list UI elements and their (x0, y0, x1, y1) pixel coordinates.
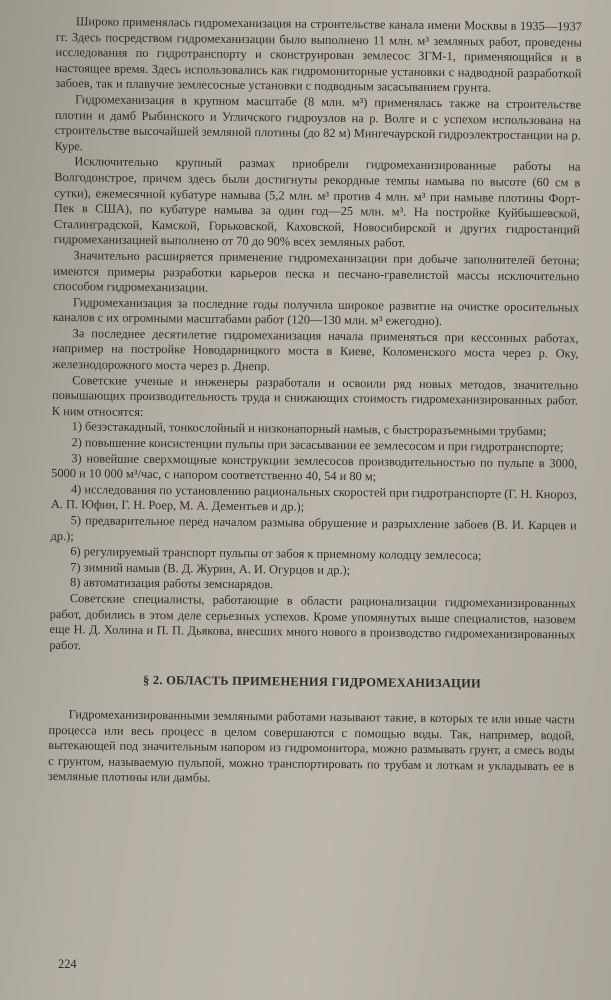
page-number: 224 (58, 957, 77, 971)
paragraph: Широко применялась гидромеханизация на строительстве канала имени Москвы в 1935—1937 гг. Здесь посредством гидромеханизации было выполнено 11 млн. м³ земляных работ, проведены исследования по гидротранспорту и сконструирован землесос ЗГМ-1, применяющийся и в настоящее время. Здесь использовались как гидромониторные установки с надводной разработкой забоев, так и плавучие землесосные установки с подводным засасыванием грунта. (55, 14, 582, 95)
list-item: 4) исследования по установлению рациональных скоростей при гидротранспорте (Г. Н. Кнороз, А. П. Юфин, Г. Н. Роер, М. А. Дементьев и др.); (50, 481, 578, 515)
paragraph: Значительно расширяется применение гидромеханизации при добыче заполнителей бетона; имеются примеры разработки карьеров песка и песчано-гравелистой массы исключительно способом гидромеханизации. (53, 248, 580, 295)
list-item: 5) предварительное перед началом размыва обрушение и разрыхление забоев (В. И. Карцев и др.); (50, 513, 577, 543)
paragraph: Гидромеханизация за последние годы получила широкое развитие на очистке оросительных каналов с их огромными масштабами работ (120—130 млн. м³ ежегодно). (52, 294, 580, 329)
list-item: 7) зимний намыв (В. Д. Журин, А. И. Огурцов и др.); (70, 559, 351, 577)
list-item: 3) новейшие сверхмощные конструкции землесосов производительностью по пульпе в 3000, 5000 и 10 000 м³/час, с напором соответственно 40, 54 и 80 м; (51, 450, 578, 484)
paragraph: Гидромеханизированными земляными работами называют такие, в которых те или иные части процесса или весь процесс в целом совершаются с помощью воды. Так, например, водой, вытекающей под значительным напором из гидромонитора, можно размывать грунт, а смесь воды с грунтом, называемую пульпой, можно транспортировать по трубам и лоткам и укладывать ее в земляные плотины или дамбы. (47, 707, 575, 785)
list-item: 6) регулируемый транспорт пульпы от забоя к приемному колодцу землесоса; (70, 544, 482, 563)
section-title: § 2. ОБЛАСТЬ ПРИМЕНЕНИЯ ГИДРОМЕХАНИЗАЦИИ (142, 673, 482, 691)
list-item: 8) автоматизация работы земснарядов. (69, 575, 274, 592)
list-item: 1) безэстакадный, тонкослойный и низконапорный намыв, с быстроразъемными трубами; (71, 419, 547, 439)
list-item: 2) повышение консистенции пульпы при засасывании ее землесосом и при гидротранспорте; (71, 435, 564, 455)
paragraph: Советские ученые и инженеры разработали и освоили ряд новых методов, значительно повышающих производительность труда и снижающих стоимость гидромеханизированных работ. К ним относятся: (51, 372, 579, 419)
paragraph: Советские специалисты, работающие в области рационализации гидромеханизированных работ, добились в этом деле серьезных успехов. Кроме упомянутых выше специалистов, назовем еще Н. Д. Холина и П. П. Дьякова, внесших много нового в производство гидромеханизированных работ. (49, 591, 576, 653)
paragraph: Гидромеханизация в крупном масштабе (8 млн. м³) применялась также на строительстве плотин и дамб Рыбинского и Угличского гидроузлов на р. Волге и с успехом использована на строительстве высочайшей земляной плотины (до 82 м) Мингечаурской гидроэлектростанции на р. Куре. (54, 92, 582, 154)
paragraph: За последнее десятилетие гидромеханизация начала применяться при кессонных работах, например на постройке Новодарницкого моста в Киеве, Коломенского моста через р. Оку, железнодорожного моста через р. Днепр. (52, 326, 579, 374)
paragraph: Исключительно крупный размах приобрели гидромеханизированные работы на Волгодонстрое, причем здесь были достигнуты рекордные темпы намыва по высоте (60 см в сутки), ежемесячной кубатуре намыва (5,2 млн. м³ против 4 млн. м³ при намыве плотины Форт-Пек в США), по кубатуре намыва за один год—25 млн. м³. На постройке Куйбышевской, Сталинградской, Камской, Горьковской, Каховской, Новосибирской и других гидростанций гидромеханизацией выполнено от 70 до 90% всех земляных работ. (53, 154, 581, 250)
page-text (48, 14, 582, 790)
